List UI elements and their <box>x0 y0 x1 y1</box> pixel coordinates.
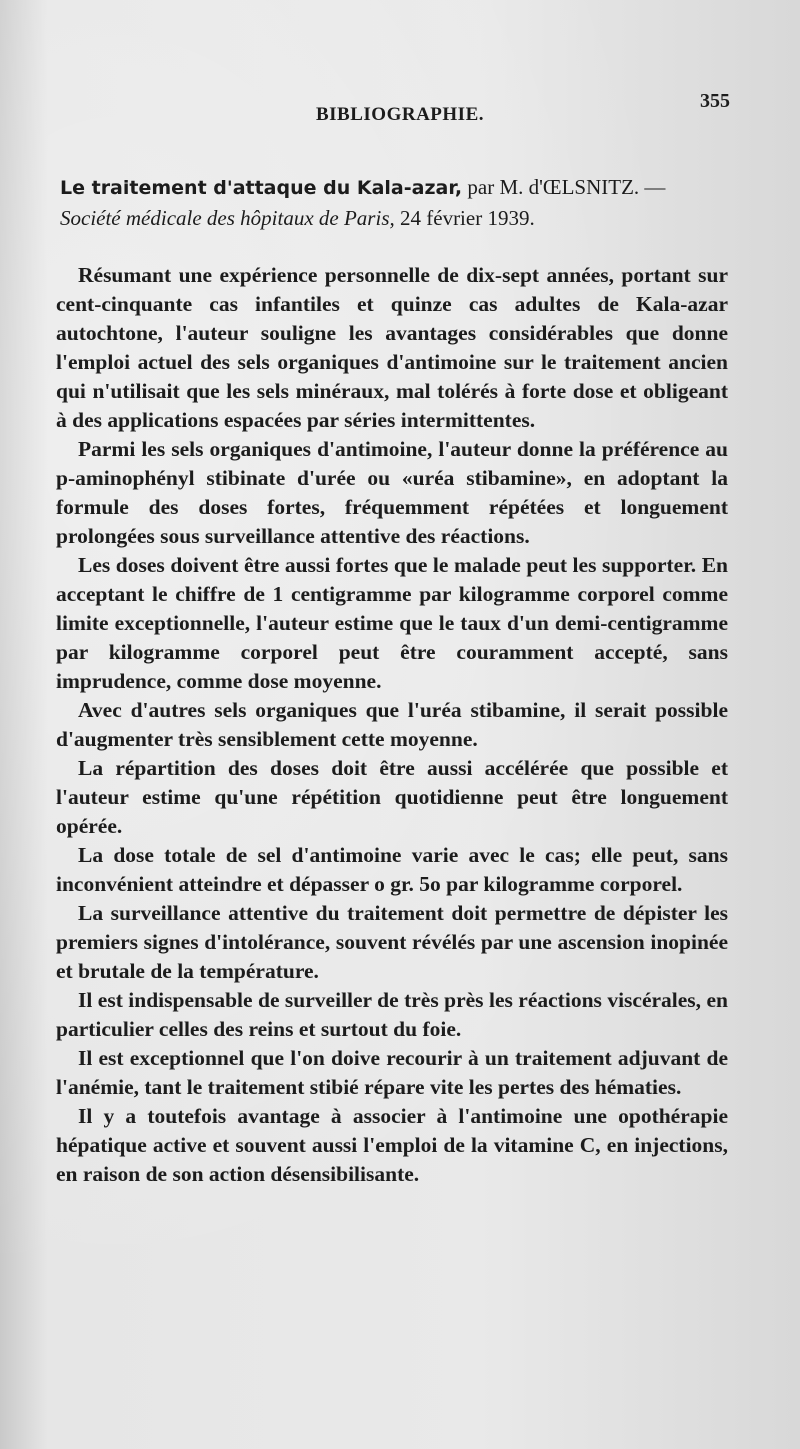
paragraph: La répartition des doses doit être aussi accélérée que possible et l'auteur estime qu'une répétition quotidienne peut être longuement opérée. <box>56 756 728 838</box>
article-date: 24 février 1939. <box>400 206 535 230</box>
paragraph: Les doses doivent être aussi fortes que le malade peut les supporter. En acceptant le chiffre de 1 centigramme par kilogramme corporel comme limite exceptionnelle, l'auteur estime que le taux d'un demi-centigramme par kilogramme corporel peut être couramment accepté, sans imprudence, comme dose moyenne. <box>56 553 728 693</box>
paragraph: Il est indispensable de surveiller de très près les réactions viscérales, en particulier celles des reins et surtout du foie. <box>56 988 728 1041</box>
article-source: Société médicale des hôpitaux de Paris, <box>60 206 395 230</box>
paragraph: Il y a toutefois avantage à associer à l'antimoine une opothérapie hépatique active et souvent aussi l'emploi de la vitamine C, en injections, en raison de son action désensibilisante. <box>56 1104 728 1186</box>
paragraph: La surveillance attentive du traitement doit permettre de dépister les premiers signes d'intolérance, souvent révélés par une ascension inopinée et brutale de la température. <box>56 901 728 983</box>
paragraph: La dose totale de sel d'antimoine varie avec le cas; elle peut, sans inconvénient atteindre et dépasser o gr. 5o par kilogramme corporel. <box>56 843 728 896</box>
article-title: Le traitement d'attaque du Kala-azar, <box>60 177 463 199</box>
page-number: 355 <box>700 90 730 112</box>
paragraph: Il est exceptionnel que l'on doive recourir à un traitement adjuvant de l'anémie, tant le traitement stibié répare vite les pertes des hématies. <box>56 1046 728 1099</box>
article-body <box>56 261 728 1189</box>
running-header: BIBLIOGRAPHIE. <box>315 104 484 125</box>
paragraph: Avec d'autres sels organiques que l'uréa stibamine, il serait possible d'augmenter très sensiblement cette moyenne. <box>56 698 728 751</box>
paragraph: Parmi les sels organiques d'antimoine, l'auteur donne la préférence au p-aminophényl stibinate d'urée ou «uréa stibamine», en adoptant la formule des doses fortes, fréquemment répétées et longuement prolongées sous surveillance attentive des réactions. <box>56 437 728 548</box>
paragraph: Résumant une expérience personnelle de dix-sept années, portant sur cent-cinquante cas infantiles et quinze cas adultes de Kala-azar autochtone, l'auteur souligne les avantages considérables que donne l'emploi actuel des sels organiques d'antimoine sur le traitement ancien qui n'utilisait que les sels minéraux, mal tolérés à forte dose et obligeant à des applications espacées par séries intermittentes. <box>56 263 728 432</box>
citation <box>60 172 750 233</box>
article-author: par M. d'ŒLSNITZ. — <box>467 175 666 199</box>
